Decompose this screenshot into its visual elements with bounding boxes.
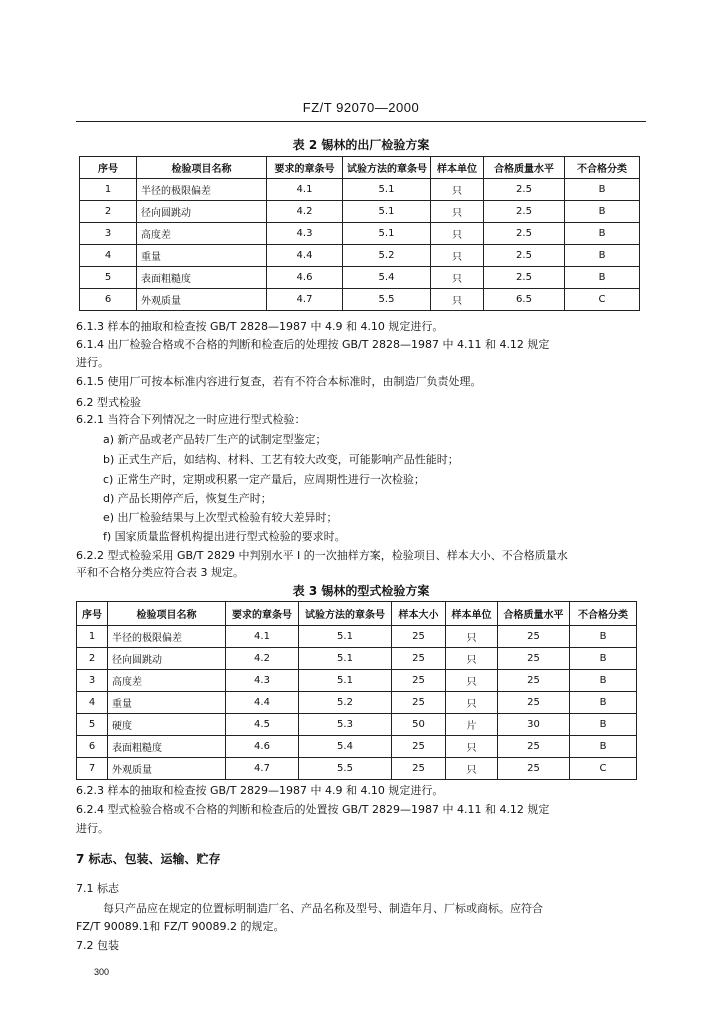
table-cell: 30 xyxy=(498,714,570,736)
table-cell: 5.2 xyxy=(299,692,392,714)
paragraph-line: 6.2 型式检验 xyxy=(76,396,141,409)
table-cell: 4.5 xyxy=(226,714,299,736)
table3-header-cell: 试验方法的章条号 xyxy=(299,602,392,626)
standard-code: FZ/T 92070—2000 xyxy=(302,100,420,115)
table-cell: 4.6 xyxy=(226,736,299,758)
table-row xyxy=(77,714,637,736)
table-cell: 径向圆跳动 xyxy=(137,201,267,223)
table-cell: 4.2 xyxy=(267,201,343,223)
table-cell: 表面粗糙度 xyxy=(137,267,267,289)
table-cell: 25 xyxy=(392,736,446,758)
table-cell: 25 xyxy=(392,626,446,648)
table-row xyxy=(77,736,637,758)
table-cell: 只 xyxy=(431,223,484,245)
table-cell: 只 xyxy=(446,648,498,670)
table-cell: 重量 xyxy=(108,692,226,714)
table2-header-cell: 检验项目名称 xyxy=(137,157,267,179)
table-cell: 只 xyxy=(446,692,498,714)
table3-caption: 表 3 锡林的型式检验方案 xyxy=(292,584,430,598)
table-cell: 5.1 xyxy=(299,670,392,692)
table-cell: 2.5 xyxy=(484,267,565,289)
paragraph-line: FZ/T 90089.1和 FZ/T 90089.2 的规定。 xyxy=(76,920,285,933)
table2-header-cell: 序号 xyxy=(80,157,137,179)
paragraph-line: f) 国家质量监督机构提出进行型式检验的要求时。 xyxy=(103,530,346,543)
table-cell: B xyxy=(570,736,637,758)
table-cell: B xyxy=(565,201,640,223)
table-cell: 5.1 xyxy=(299,648,392,670)
table-cell: 25 xyxy=(498,670,570,692)
table-row xyxy=(80,179,640,201)
table-cell: 25 xyxy=(498,736,570,758)
table2-header-cell: 不合格分类 xyxy=(565,157,640,179)
table3-header-cell: 序号 xyxy=(77,602,108,626)
table-row xyxy=(77,670,637,692)
table3-header-cell: 合格质量水平 xyxy=(498,602,570,626)
table-cell: 只 xyxy=(431,289,484,311)
table-cell: 5 xyxy=(77,714,108,736)
table-cell: 2.5 xyxy=(484,179,565,201)
table-cell: 1 xyxy=(77,626,108,648)
table-cell: 25 xyxy=(392,758,446,780)
table-cell: 25 xyxy=(498,648,570,670)
table-cell: 径向圆跳动 xyxy=(108,648,226,670)
table-cell: 25 xyxy=(392,648,446,670)
table-cell: 25 xyxy=(498,692,570,714)
paragraph-line: 6.1.5 使用厂可按本标准内容进行复查，若有不符合本标准时，由制造厂负责处理。 xyxy=(76,375,482,388)
table-cell: 只 xyxy=(431,245,484,267)
table-row xyxy=(77,692,637,714)
table-cell: 25 xyxy=(392,670,446,692)
table3-header-cell: 样本单位 xyxy=(446,602,498,626)
page-number: 300 xyxy=(94,967,110,977)
paragraph-line: 平和不合格分类应符合表 3 规定。 xyxy=(76,566,244,579)
paragraph-line: b) 正式生产后，如结构、材料、工艺有较大改变，可能影响产品性能时； xyxy=(103,453,459,466)
table-cell: B xyxy=(570,714,637,736)
table3-header-cell: 不合格分类 xyxy=(570,602,637,626)
table-cell: 重量 xyxy=(137,245,267,267)
paragraph-line: 6.2.1 当符合下列情况之一时应进行型式检验： xyxy=(76,413,306,426)
table-cell: 4.6 xyxy=(267,267,343,289)
table-cell: 4.4 xyxy=(267,245,343,267)
table-cell: 7 xyxy=(77,758,108,780)
paragraph-line: 6.1.3 样本的抽取和检查按 GB/T 2828—1987 中 4.9 和 4.10 规定进行。 xyxy=(76,320,444,333)
table2-body xyxy=(80,179,640,311)
paragraph-line: 6.2.3 样本的抽取和检查按 GB/T 2829—1987 中 4.9 和 4.10 规定进行。 xyxy=(76,784,444,797)
table-cell: B xyxy=(570,626,637,648)
table-cell: 1 xyxy=(80,179,137,201)
table-row xyxy=(77,758,637,780)
table-cell: 4.2 xyxy=(226,648,299,670)
table-cell: 5.2 xyxy=(343,245,431,267)
section-heading: 7 标志、包装、运输、贮存 xyxy=(76,852,221,866)
paragraph-line: 6.2.4 型式检验合格或不合格的判断和检查后的处置按 GB/T 2829—1987 中 4.11 和 4.12 规定 xyxy=(76,803,550,816)
table-cell: 5.3 xyxy=(299,714,392,736)
table-cell: 2 xyxy=(77,648,108,670)
table-cell: B xyxy=(565,223,640,245)
table-cell: 高度差 xyxy=(137,223,267,245)
table-cell: 外观质量 xyxy=(108,758,226,780)
table-cell: 6.5 xyxy=(484,289,565,311)
table-cell: 高度差 xyxy=(108,670,226,692)
header-divider xyxy=(76,121,646,122)
paragraph-line: a) 新产品或老产品转厂生产的试制定型鉴定； xyxy=(103,433,327,446)
table-cell: 5.1 xyxy=(343,223,431,245)
table-cell: 4.3 xyxy=(226,670,299,692)
table-cell: 只 xyxy=(446,736,498,758)
table-cell: 5 xyxy=(80,267,137,289)
table2-header-cell: 样本单位 xyxy=(431,157,484,179)
table-cell: 5.4 xyxy=(299,736,392,758)
table-cell: 5.1 xyxy=(299,626,392,648)
table-cell: 2.5 xyxy=(484,245,565,267)
table-cell: 表面粗糙度 xyxy=(108,736,226,758)
table-row xyxy=(80,267,640,289)
table2-header-cell: 合格质量水平 xyxy=(484,157,565,179)
table-cell: 硬度 xyxy=(108,714,226,736)
table-cell: 4.4 xyxy=(226,692,299,714)
table-cell: 5.1 xyxy=(343,179,431,201)
table-cell: 只 xyxy=(431,267,484,289)
table-cell: 只 xyxy=(446,670,498,692)
table-cell: 2.5 xyxy=(484,223,565,245)
table3-header-cell: 样本大小 xyxy=(392,602,446,626)
table-row xyxy=(80,201,640,223)
table-cell: 外观质量 xyxy=(137,289,267,311)
table-cell: 4.3 xyxy=(267,223,343,245)
table2-header-cell: 要求的章条号 xyxy=(267,157,343,179)
table-cell: 半径的极限偏差 xyxy=(137,179,267,201)
table-cell: 50 xyxy=(392,714,446,736)
table-cell: 25 xyxy=(498,758,570,780)
table2-header-cell: 试验方法的章条号 xyxy=(343,157,431,179)
table-cell: B xyxy=(565,267,640,289)
table-cell: 半径的极限偏差 xyxy=(108,626,226,648)
paragraph-line: c) 正常生产时，定期或积累一定产量后，应周期性进行一次检验； xyxy=(103,473,425,486)
table-cell: B xyxy=(570,692,637,714)
table-cell: 4 xyxy=(80,245,137,267)
table-cell: 5.4 xyxy=(343,267,431,289)
table-cell: 5.5 xyxy=(343,289,431,311)
table-cell: 5.1 xyxy=(343,201,431,223)
paragraph-line: d) 产品长期停产后，恢复生产时； xyxy=(103,492,272,505)
table-cell: 6 xyxy=(77,736,108,758)
table-cell: B xyxy=(565,179,640,201)
table-cell: 25 xyxy=(392,692,446,714)
paragraph-line: 6.2.2 型式检验采用 GB/T 2829 中判别水平 Ⅰ 的一次抽样方案，检验项目、样本大小、不合格质量水 xyxy=(76,549,568,562)
table-cell: B xyxy=(565,245,640,267)
table3-header-row xyxy=(77,602,637,626)
table-cell: 只 xyxy=(431,201,484,223)
table-cell: 2 xyxy=(80,201,137,223)
table-cell: 4 xyxy=(77,692,108,714)
paragraph-line: 7.2 包装 xyxy=(76,939,119,952)
paragraph-line: 7.1 标志 xyxy=(76,882,119,895)
table-cell: 6 xyxy=(80,289,137,311)
paragraph-line: 6.1.4 出厂检验合格或不合格的判断和检查后的处理按 GB/T 2828—1987 中 4.11 和 4.12 规定 xyxy=(76,338,550,351)
table-cell: B xyxy=(570,670,637,692)
table-cell: 4.7 xyxy=(226,758,299,780)
table3-header-cell: 要求的章条号 xyxy=(226,602,299,626)
table-cell: 4.1 xyxy=(267,179,343,201)
table-cell: 只 xyxy=(446,626,498,648)
table-cell: 只 xyxy=(431,179,484,201)
table-row xyxy=(77,648,637,670)
table-cell: 2.5 xyxy=(484,201,565,223)
table3-type-inspection xyxy=(76,601,637,780)
paragraph-line: 进行。 xyxy=(76,822,109,835)
table-row xyxy=(77,626,637,648)
table-cell: 3 xyxy=(80,223,137,245)
table3-body xyxy=(77,626,637,780)
table-row xyxy=(80,289,640,311)
table-cell: 4.7 xyxy=(267,289,343,311)
paragraph-line: 进行。 xyxy=(76,356,109,369)
table-cell: 片 xyxy=(446,714,498,736)
table-row xyxy=(80,245,640,267)
table2-caption: 表 2 锡林的出厂检验方案 xyxy=(292,138,430,152)
table2-factory-inspection xyxy=(79,156,640,311)
paragraph-line: e) 出厂检验结果与上次型式检验有较大差异时； xyxy=(103,511,338,524)
table3-header-cell: 检验项目名称 xyxy=(108,602,226,626)
table-cell: 25 xyxy=(498,626,570,648)
table-cell: 5.5 xyxy=(299,758,392,780)
paragraph-line: 每只产品应在规定的位置标明制造厂名、产品名称及型号、制造年月、厂标或商标。应符合 xyxy=(103,902,543,915)
table-cell: B xyxy=(570,648,637,670)
table-cell: C xyxy=(570,758,637,780)
table-row xyxy=(80,223,640,245)
table2-header-row xyxy=(80,157,640,179)
table-cell: C xyxy=(565,289,640,311)
table-cell: 只 xyxy=(446,758,498,780)
table-cell: 4.1 xyxy=(226,626,299,648)
table-cell: 3 xyxy=(77,670,108,692)
